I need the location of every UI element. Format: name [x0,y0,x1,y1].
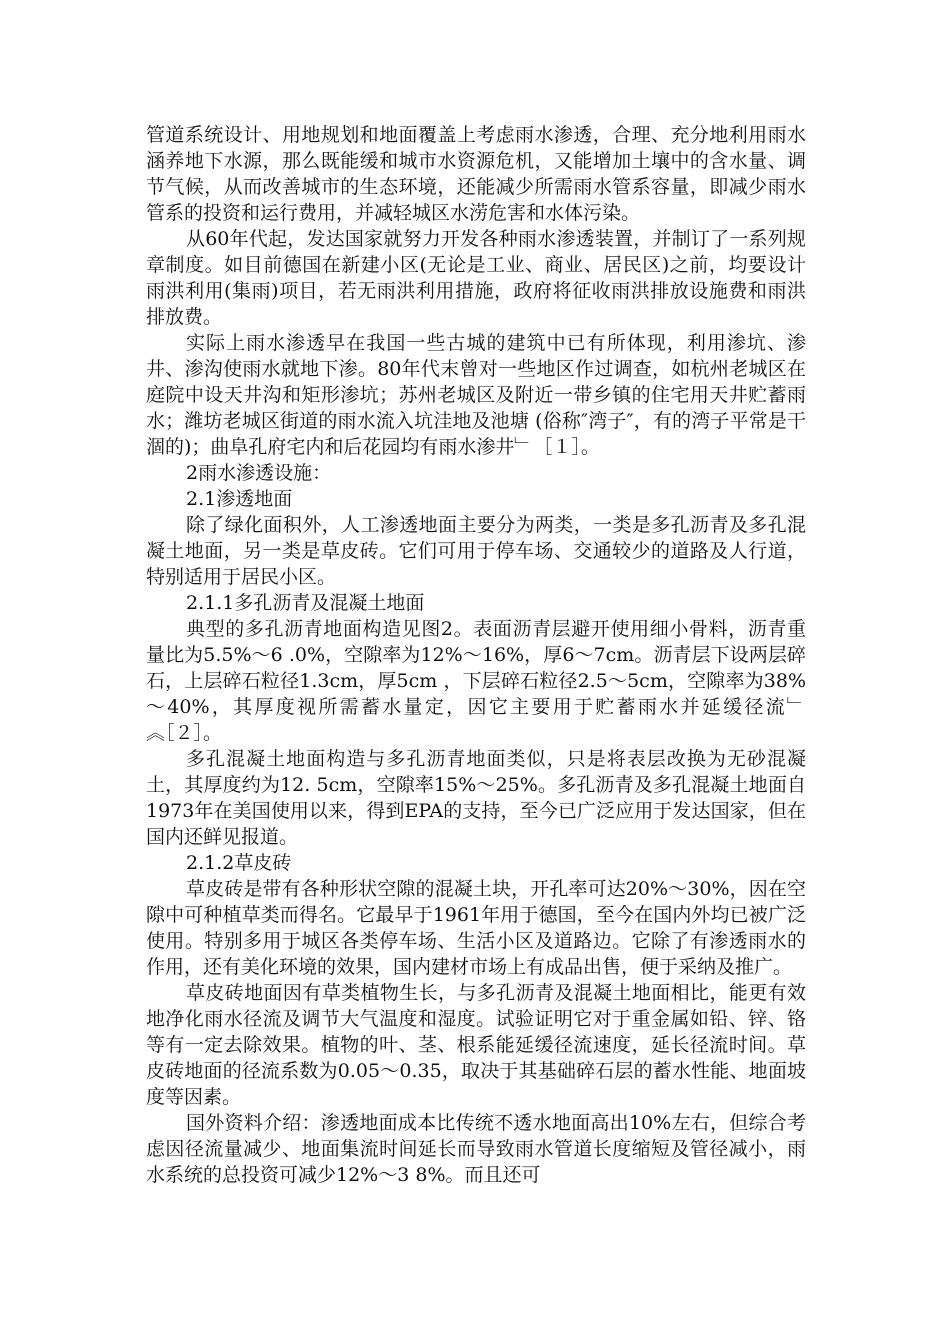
section-heading-2-1-2: 2.1.2草皮砖 [186,852,292,874]
paragraph-ancient-cities: 实际上雨水渗透早在我国一些古城的建筑中已有所体现，利用渗坑、渗井、渗沟使雨水就地下渗。80年代末曾对一些地区作过调查，如杭州老城区在庭院中设天井沟和矩形渗坑；苏州老城区及附近一带乡镇的住宅用天井贮蓄雨水；潍坊老城区街道的雨水流入坑洼地及池塘 (俗称″湾子″，有的湾子平常是干涸的)；曲阜孔府宅内和后花园均有雨水渗井﹂［１］。 [146,332,806,458]
paragraph-grass-brick-benefits: 草皮砖地面因有草类植物生长，与多孔沥青及混凝土地面相比，能更有效地净化雨水径流及调节大气温度和湿度。试验证明它对于重金属如铅、锌、铬等有一定去除效果。植物的叶、茎、根系能延缓径流速度，延长径流时间。草皮砖地面的径流系数为0.05～0.35，取决于其基础碎石层的蓄水性能、地面坡度等因素。 [146,982,806,1108]
paragraph-developed-countries: 从60年代起，发达国家就努力开发各种雨水渗透装置，并制订了一系列规章制度。如目前德国在新建小区(无论是工业、商业、居民区)之前，均要设计雨洪利用(集雨)项目，若无雨洪利用措施，政府将征收雨洪排放设施费和雨洪排放费。 [146,228,806,328]
paragraph-porous-concrete: 多孔混凝土地面构造与多孔沥青地面类似，只是将表层改换为无砂混凝土，其厚度约为12. 5cm，空隙率15%～25%。多孔沥青及多孔混凝土地面自1973年在美国使用以来，得到EPA的支持，至今已广泛应用于发达国家，但在国内还鲜见报道。 [146,748,806,848]
section-heading-2-1: 2.1渗透地面 [186,488,293,510]
paragraph-porous-asphalt: 典型的多孔沥青地面构造见图2。表面沥青层避开使用细小骨料，沥青重量比为5.5%～6 .0%，空隙率为12%～16%，厚6～7cm。沥青层下设两层碎石，上层碎石粒径1.3cm，厚5cm ，下层碎石粒径2.5～5cm，空隙率为38%～40%，其厚度视所需蓄水量定，因它主要用于贮蓄雨水并延缓径流﹂︽［２］。 [146,618,806,744]
document-body [146,122,806,1188]
paragraph-foreign-data: 国外资料介绍：渗透地面成本比传统不透水地面高出10%左右，但综合考虑因径流量减少、地面集流时间延长而导致雨水管道长度缩短及管径减小，雨水系统的总投资可减少12%～3 8%。而且还可 [146,1112,806,1186]
paragraph-permeable-ground: 除了绿化面积外，人工渗透地面主要分为两类，一类是多孔沥青及多孔混凝土地面，另一类是草皮砖。它们可用于停车场、交通较少的道路及人行道，特别适用于居民小区。 [146,514,806,588]
paragraph-grass-brick: 草皮砖是带有各种形状空隙的混凝土块，开孔率可达20%～30%，因在空隙中可种植草类而得名。它最早于1961年用于德国，至今在国内外均已被广泛使用。特别多用于城区各类停车场、生活小区及道路边。它除了有渗透雨水的作用，还有美化环境的效果，国内建材市场上有成品出售，便于采纳及推广。 [146,878,806,978]
paragraph-intro-continued: 管道系统设计、用地规划和地面覆盖上考虑雨水渗透，合理、充分地利用雨水涵养地下水源，那么既能缓和城市水资源危机，又能增加土壤中的含水量、调节气候，从而改善城市的生态环境，还能减少所需雨水管系容量，即减少雨水管系的投资和运行费用，并减轻城区水涝危害和水体污染。 [146,124,806,224]
section-heading-2-1-1: 2.1.1多孔沥青及混凝土地面 [186,592,425,614]
section-heading-2: 2雨水渗透设施： [186,462,332,484]
